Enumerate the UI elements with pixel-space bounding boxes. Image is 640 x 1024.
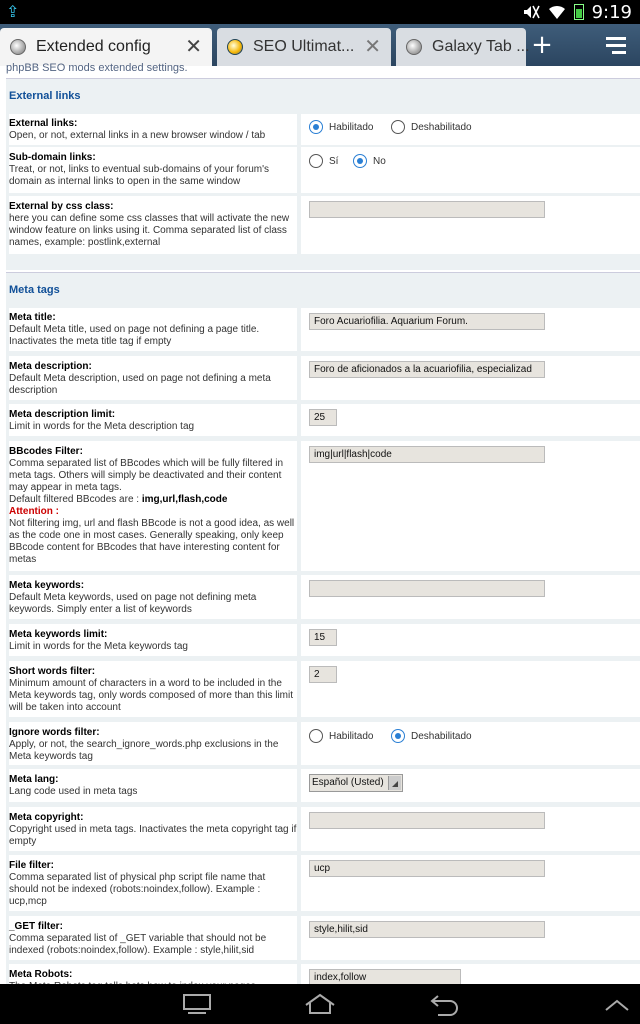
setting-title: Meta description limit:: [9, 409, 116, 420]
setting-description: Lang code used in meta tags: [9, 786, 138, 797]
setting-file-filter: [9, 855, 640, 911]
close-tab-icon[interactable]: ✕: [185, 36, 202, 58]
dropdown-arrow-icon: [388, 776, 401, 790]
setting-title: Sub-domain links:: [9, 152, 96, 163]
setting-title: Short words filter:: [9, 666, 96, 677]
system-nav-bar: [0, 984, 640, 1024]
radio-yes[interactable]: Sí: [309, 154, 338, 168]
setting-sub-domain-links: [9, 147, 640, 193]
setting-meta-description: [9, 356, 640, 400]
new-tab-button[interactable]: +: [531, 30, 553, 60]
setting-meta-lang: [9, 769, 640, 802]
setting-external-css-class: [9, 196, 640, 254]
keywords-limit-input[interactable]: 15: [309, 629, 337, 646]
default-bbcodes-label: Default filtered BBcodes are :: [9, 494, 142, 505]
attention-label: Attention :: [9, 506, 59, 517]
section-legend-meta-tags: Meta tags: [9, 284, 60, 296]
setting-description: Comma separated list of _GET variable that should not be indexed (robots:noindex,follow). Example : style,hilit,sid: [9, 933, 267, 956]
css-class-input[interactable]: [309, 201, 545, 218]
home-icon[interactable]: [303, 992, 337, 1016]
radio-enabled[interactable]: Habilitado: [309, 120, 373, 134]
short-words-input[interactable]: 2: [309, 666, 337, 683]
setting-description: Comma separated list of BBcodes which will be fully filtered in meta tags. Others will simply be deactivated and their content may appear in meta tags.: [9, 458, 284, 493]
setting-title: Meta Robots:: [9, 969, 73, 980]
radio-enabled[interactable]: Habilitado: [309, 729, 373, 743]
tab-title: SEO Ultimat...: [253, 38, 355, 55]
tab-galaxy-tab[interactable]: [396, 28, 530, 66]
radio-no[interactable]: No: [353, 154, 386, 168]
battery-icon: [574, 4, 584, 20]
setting-description: Open, or not, external links in a new browser window / tab: [9, 130, 266, 141]
setting-title: File filter:: [9, 860, 55, 871]
page-description: phpBB SEO mods extended settings.: [6, 62, 188, 74]
section-legend-external-links: External links: [9, 90, 81, 102]
meta-keywords-input[interactable]: [309, 580, 545, 597]
setting-title: External links:: [9, 118, 78, 129]
usb-icon: ⇪: [6, 2, 20, 21]
clock: 9:19: [591, 1, 632, 23]
setting-title: Meta title:: [9, 312, 56, 323]
description-limit-input[interactable]: 25: [309, 409, 337, 426]
setting-description: Comma separated list of physical php script file name that should not be indexed (robots:noindex,follow). Example : ucp,mcp: [9, 872, 266, 907]
setting-description: Apply, or not, the search_ignore_words.php exclusions in the Meta keywords tag: [9, 739, 279, 762]
back-icon[interactable]: [428, 992, 462, 1016]
setting-title: BBcodes Filter:: [9, 446, 83, 457]
setting-description: Minimum amount of characters in a word to be included in the Meta keywords tag, only words composed of more than this limit will be taken into account: [9, 678, 294, 713]
setting-title: Meta keywords:: [9, 580, 85, 591]
browser-tab-bar: [0, 24, 640, 66]
file-filter-input[interactable]: ucp: [309, 860, 545, 877]
setting-title: _GET filter:: [9, 921, 63, 932]
setting-title: Meta description:: [9, 361, 92, 372]
radio-button-icon[interactable]: [309, 154, 323, 168]
setting-description: here you can define some css classes that will activate the new window feature on links using it. Comma separated list of class names, example: postlink,external: [9, 213, 290, 248]
setting-description: Default Meta description, used on page not defining a meta description: [9, 373, 271, 396]
meta-robots-input[interactable]: index,follow: [309, 969, 461, 986]
tab-title: Extended config: [36, 38, 151, 55]
globe-icon: [406, 39, 422, 55]
setting-meta-keywords-limit: [9, 624, 640, 656]
tab-seo-ultimate[interactable]: [217, 28, 391, 66]
tab-title: Galaxy Tab ...: [432, 38, 530, 55]
setting-description: Treat, or not, links to eventual sub-domains of your forum's domain as internal links to open in the same window: [9, 164, 269, 187]
radio-button-icon[interactable]: [391, 729, 405, 743]
attention-text: Not filtering img, url and flash BBcode is not a good idea, as well as the code one in most cases. Generally speaking, only keep BBcode content for BBcodes that have interesting content for metas: [9, 518, 295, 565]
meta-title-input[interactable]: Foro Acuariofilia. Aquarium Forum.: [309, 313, 545, 330]
bbcodes-filter-input[interactable]: img|url|flash|code: [309, 446, 545, 463]
status-bar: [0, 0, 640, 24]
setting-description: Limit in words for the Meta description tag: [9, 421, 195, 432]
radio-disabled[interactable]: Deshabilitado: [391, 120, 472, 134]
setting-get-filter: [9, 916, 640, 960]
get-filter-input[interactable]: style,hilit,sid: [309, 921, 545, 938]
setting-short-words-filter: [9, 661, 640, 717]
setting-meta-keywords: [9, 575, 640, 619]
meta-lang-select[interactable]: Español (Usted): [309, 774, 403, 792]
setting-title: Meta lang:: [9, 774, 59, 785]
setting-title: Meta copyright:: [9, 812, 84, 823]
seo-favicon-icon: [227, 39, 243, 55]
setting-title: Meta keywords limit:: [9, 629, 108, 640]
setting-description: Default Meta title, used on page not defining a page title. Inactivates the meta title tag if empty: [9, 324, 260, 347]
recent-apps-icon[interactable]: [180, 992, 214, 1016]
radio-button-icon[interactable]: [353, 154, 367, 168]
radio-disabled[interactable]: Deshabilitado: [391, 729, 472, 743]
setting-meta-title: [9, 308, 640, 351]
wifi-icon: [548, 4, 566, 20]
radio-button-icon[interactable]: [309, 729, 323, 743]
chevron-up-icon[interactable]: [600, 992, 634, 1016]
setting-external-links: [9, 114, 640, 145]
setting-title: Ignore words filter:: [9, 727, 100, 738]
radio-button-icon[interactable]: [309, 120, 323, 134]
setting-description: Default Meta keywords, used on page not defining meta keywords. Simply enter a list of keywords: [9, 592, 257, 615]
setting-title: External by css class:: [9, 201, 114, 212]
setting-description: Copyright used in meta tags. Inactivates the meta copyright tag if empty: [9, 824, 297, 847]
meta-description-input[interactable]: Foro de aficionados a la acuariofilia, especializad: [309, 361, 545, 378]
setting-meta-copyright: [9, 807, 640, 851]
default-bbcodes: img,url,flash,code: [141, 494, 228, 505]
setting-meta-description-limit: [9, 404, 640, 436]
page-content: [0, 62, 640, 984]
radio-button-icon[interactable]: [391, 120, 405, 134]
mute-icon: [522, 3, 540, 21]
meta-copyright-input[interactable]: [309, 812, 545, 829]
menu-icon[interactable]: [600, 28, 632, 62]
close-tab-icon[interactable]: ✕: [364, 36, 381, 58]
tab-extended-config[interactable]: [0, 28, 212, 66]
setting-ignore-words-filter: [9, 722, 640, 765]
setting-bbcodes-filter: [9, 441, 640, 571]
setting-description: Limit in words for the Meta keywords tag: [9, 641, 188, 652]
globe-icon: [10, 39, 26, 55]
